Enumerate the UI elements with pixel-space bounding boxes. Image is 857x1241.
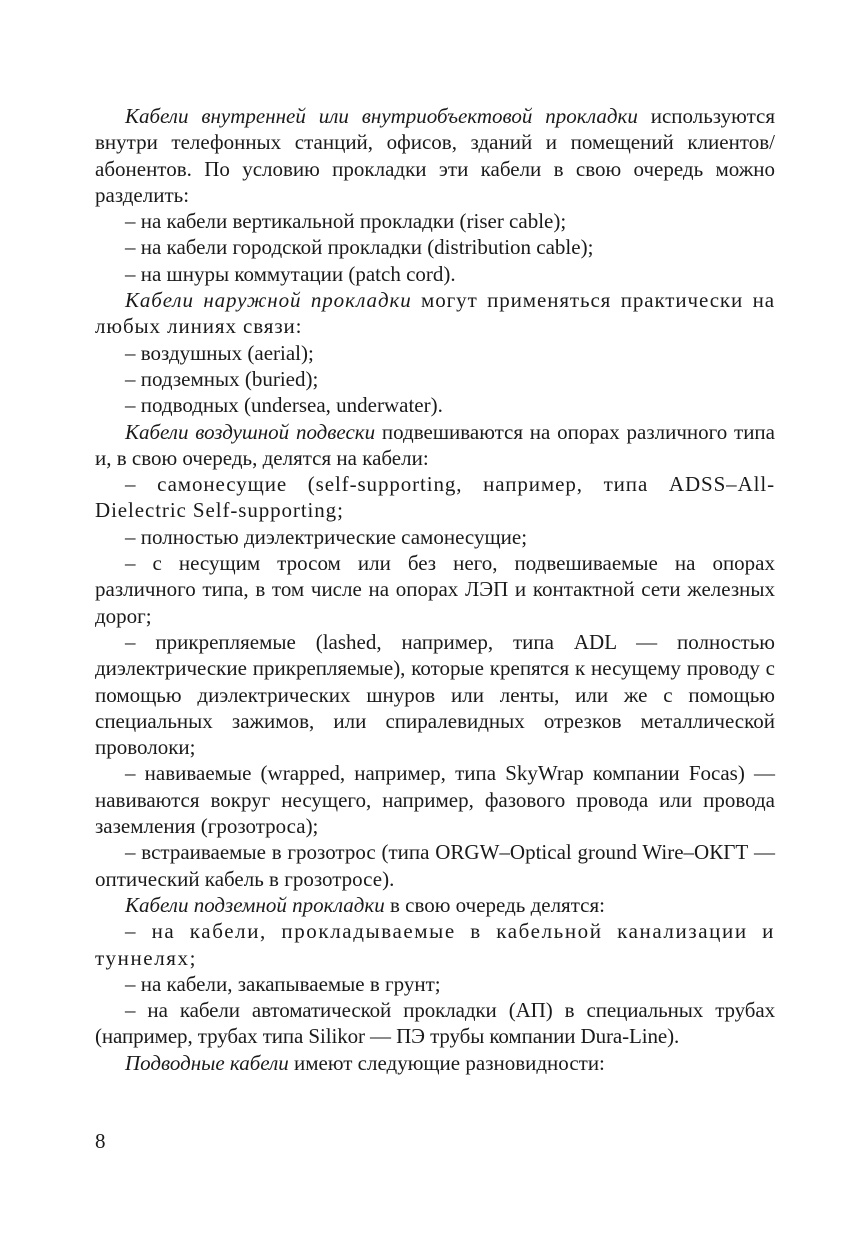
paragraph-underground-cables bbox=[95, 892, 775, 918]
list-item bbox=[95, 760, 775, 839]
paragraph-underwater-cables bbox=[95, 1050, 775, 1076]
list-item bbox=[95, 208, 775, 234]
paragraph-indoor-cables bbox=[95, 103, 775, 208]
paragraph-aerial-cables bbox=[95, 419, 775, 472]
list-item bbox=[95, 366, 775, 392]
list-item-text: – полностью диэлектрические самонесущие; bbox=[125, 524, 528, 549]
list-item-text: – встраиваемые в грозотрос (типа ORGW–Optical ground Wire–ОКГТ — оптический кабель в грозотросе). bbox=[95, 840, 775, 891]
list-item-text: – подводных (undersea, underwater). bbox=[125, 393, 443, 418]
list-item-text: – на кабели автоматической прокладки (АП) в специальных трубах (например, трубах типа Silikor — ПЭ трубы компании Dura-Line). bbox=[95, 998, 775, 1049]
paragraph-text: подвешиваются на опорах различного типа и, в свою очередь, делятся на кабели: bbox=[95, 419, 775, 470]
page-number: 8 bbox=[95, 1129, 106, 1153]
paragraph-text: могут применяться практически на любых линиях связи: bbox=[95, 288, 775, 339]
list-item bbox=[95, 471, 775, 524]
list-item-text: – на кабели городской прокладки (distribution cable); bbox=[125, 235, 594, 260]
list-item bbox=[95, 997, 775, 1050]
term-outdoor-cables: Кабели наружной прокладки bbox=[125, 288, 412, 313]
paragraph-text: используются внутри телефонных станций, офисов, зданий и помещений клиентов/абонентов. По условию прокладки эти кабели в свою очередь можно разделить: bbox=[95, 104, 775, 207]
list-item-text: – прикрепляемые (lashed, например, типа ADL — полностью диэлектрические прикрепляемые), которые крепятся к несущему проводу с помощью диэлектрических шнуров или ленты, или же с помощью специальных зажимов, или спиралевидных отрезков металлической проволоки; bbox=[95, 629, 775, 760]
list-item bbox=[95, 392, 775, 418]
list-item bbox=[95, 839, 775, 892]
list-item-text: – на кабели вертикальной прокладки (riser cable); bbox=[125, 209, 567, 234]
term-indoor-cables: Кабели внутренней или внутриобъектовой прокладки bbox=[125, 104, 638, 128]
list-item bbox=[95, 971, 775, 997]
list-item bbox=[95, 261, 775, 287]
list-item-text: – воздушных (aerial); bbox=[125, 340, 314, 365]
list-item-text: – на шнуры коммутации (patch cord). bbox=[125, 261, 456, 286]
list-item bbox=[95, 918, 775, 971]
list-item bbox=[95, 234, 775, 260]
list-item bbox=[95, 550, 775, 629]
list-item-text: – на кабели, прокладываемые в кабельной канализации и туннелях; bbox=[95, 919, 775, 970]
page-body bbox=[95, 103, 775, 1076]
paragraph-text: в свою очередь делятся: bbox=[384, 892, 605, 917]
list-item-text: – подземных (buried); bbox=[125, 366, 319, 391]
list-item-text: – с несущим тросом или без него, подвешиваемые на опорах различного типа, в том числе на опорах ЛЭП и контактной сети железных дорог; bbox=[95, 551, 775, 628]
paragraph-text: имеют следующие разновидности: bbox=[288, 1050, 605, 1075]
list-item bbox=[95, 340, 775, 366]
term-underground-cables: Кабели подземной прокладки bbox=[125, 892, 385, 917]
term-aerial-cables: Кабели воздушной подвески bbox=[125, 419, 376, 444]
paragraph-outdoor-cables bbox=[95, 287, 775, 340]
list-item-text: – на кабели, закапываемые в грунт; bbox=[125, 971, 441, 996]
list-item-text: – навиваемые (wrapped, например, типа SkyWrap компании Focas) — навиваются вокруг несущего, например, фазового провода или провода заземления (грозотроса); bbox=[95, 761, 775, 839]
term-underwater-cables: Подводные кабели bbox=[125, 1050, 289, 1075]
list-item bbox=[95, 524, 775, 550]
list-item bbox=[95, 629, 775, 760]
list-item-text: – самонесущие (self-supporting, например, типа ADSS–All-Dielectric Self-supporting; bbox=[95, 472, 775, 523]
